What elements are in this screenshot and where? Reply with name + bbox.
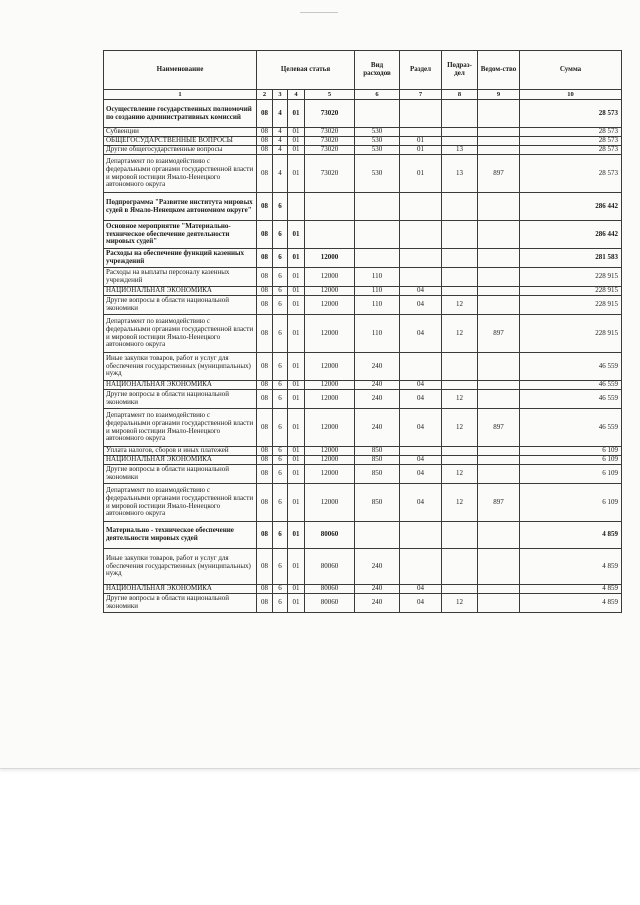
cell-expense-type: 850 (355, 456, 400, 465)
header-subsection: Подраз-дел (442, 51, 478, 90)
cell-code-program: 08 (257, 522, 273, 549)
cell-code-subprogram: 6 (273, 585, 288, 594)
cell-code-subprogram: 6 (273, 296, 288, 315)
cell-section (400, 249, 442, 268)
header-section: Раздел (400, 51, 442, 90)
cell-name: Осуществление государственных полномочий по созданию административных комиссий (104, 100, 257, 128)
cell-code-program: 08 (257, 296, 273, 315)
cell-code-direction: 73020 (305, 146, 355, 155)
cell-code-direction: 12000 (305, 315, 355, 353)
cell-code-event: 01 (288, 296, 305, 315)
scan-mark (300, 12, 338, 13)
cell-sum: 228 915 (520, 287, 622, 296)
cell-name: ОБЩЕГОСУДАРСТВЕННЫЕ ВОПРОСЫ (104, 137, 257, 146)
cell-code-event: 01 (288, 155, 305, 193)
cell-name: Другие вопросы в области национальной экономики (104, 465, 257, 484)
cell-section: 04 (400, 390, 442, 409)
cell-code-direction: 12000 (305, 390, 355, 409)
cell-code-program: 08 (257, 409, 273, 447)
cell-expense-type: 530 (355, 146, 400, 155)
cell-expense-type: 240 (355, 353, 400, 381)
cell-subsection (442, 456, 478, 465)
cell-expense-type: 110 (355, 287, 400, 296)
cell-expense-type: 240 (355, 594, 400, 613)
cell-code-event: 01 (288, 249, 305, 268)
cell-subsection (442, 447, 478, 456)
cell-code-event: 01 (288, 146, 305, 155)
table-row (104, 146, 622, 155)
cell-name: Департамент по взаимодействию с федеральными органами государственной власти и мировой юстиции Ямало-Ненецкого автономного округа (104, 484, 257, 522)
cell-sum: 228 915 (520, 268, 622, 287)
cell-code-direction: 12000 (305, 409, 355, 447)
cell-expense-type: 110 (355, 296, 400, 315)
cell-sum: 6 109 (520, 484, 622, 522)
table-row (104, 100, 622, 128)
cell-expense-type: 240 (355, 409, 400, 447)
table-row (104, 390, 622, 409)
cell-expense-type: 530 (355, 128, 400, 137)
header-sum: Сумма (520, 51, 622, 90)
cell-sum: 4 859 (520, 522, 622, 549)
header-name: Наименование (104, 51, 257, 90)
cell-subsection: 13 (442, 146, 478, 155)
cell-section: 04 (400, 484, 442, 522)
cell-expense-type (355, 221, 400, 249)
cell-code-direction (305, 193, 355, 221)
cell-code-program: 08 (257, 315, 273, 353)
cell-code-subprogram: 6 (273, 249, 288, 268)
cell-code-direction: 12000 (305, 268, 355, 287)
table-row (104, 268, 622, 287)
table-row (104, 315, 622, 353)
cell-expense-type (355, 193, 400, 221)
cell-code-event: 01 (288, 100, 305, 128)
cell-code-direction: 73020 (305, 137, 355, 146)
cell-name: Иные закупки товаров, работ и услуг для обеспечения государственных (муниципальных) нужд (104, 353, 257, 381)
column-number: 8 (442, 90, 478, 100)
column-numbers-row (104, 90, 622, 100)
cell-subsection (442, 268, 478, 287)
cell-section (400, 522, 442, 549)
cell-sum: 4 859 (520, 594, 622, 613)
cell-code-program: 08 (257, 268, 273, 287)
cell-department (478, 296, 520, 315)
cell-code-direction (305, 221, 355, 249)
cell-subsection: 12 (442, 594, 478, 613)
cell-department (478, 456, 520, 465)
cell-subsection: 12 (442, 465, 478, 484)
cell-sum: 6 109 (520, 465, 622, 484)
cell-code-direction: 12000 (305, 287, 355, 296)
cell-department (478, 268, 520, 287)
cell-department (478, 594, 520, 613)
cell-code-subprogram: 6 (273, 315, 288, 353)
cell-section: 04 (400, 315, 442, 353)
cell-code-program: 08 (257, 146, 273, 155)
cell-code-subprogram: 6 (273, 193, 288, 221)
cell-subsection (442, 221, 478, 249)
table-row (104, 465, 622, 484)
cell-code-event: 01 (288, 522, 305, 549)
cell-code-direction: 80060 (305, 522, 355, 549)
cell-department (478, 381, 520, 390)
cell-code-event: 01 (288, 128, 305, 137)
cell-department (478, 249, 520, 268)
cell-sum: 4 859 (520, 549, 622, 585)
cell-expense-type: 850 (355, 484, 400, 522)
cell-subsection (442, 522, 478, 549)
cell-code-event: 01 (288, 381, 305, 390)
cell-code-event: 01 (288, 447, 305, 456)
cell-subsection (442, 100, 478, 128)
cell-section: 04 (400, 409, 442, 447)
cell-code-event: 01 (288, 221, 305, 249)
cell-section: 04 (400, 465, 442, 484)
table-row (104, 447, 622, 456)
cell-code-program: 08 (257, 447, 273, 456)
cell-sum: 228 915 (520, 315, 622, 353)
cell-sum: 28 573 (520, 128, 622, 137)
cell-subsection: 12 (442, 409, 478, 447)
cell-code-event (288, 193, 305, 221)
cell-sum: 6 109 (520, 456, 622, 465)
cell-section: 01 (400, 155, 442, 193)
cell-department (478, 353, 520, 381)
cell-code-direction: 12000 (305, 465, 355, 484)
cell-name: НАЦИОНАЛЬНАЯ ЭКОНОМИКА (104, 287, 257, 296)
cell-department (478, 585, 520, 594)
cell-code-subprogram: 6 (273, 409, 288, 447)
header-row (104, 51, 622, 90)
cell-sum: 4 859 (520, 585, 622, 594)
cell-code-program: 08 (257, 287, 273, 296)
cell-section (400, 193, 442, 221)
cell-subsection: 13 (442, 155, 478, 193)
cell-code-subprogram: 4 (273, 137, 288, 146)
cell-code-event: 01 (288, 465, 305, 484)
cell-section (400, 128, 442, 137)
cell-department (478, 146, 520, 155)
cell-department: 897 (478, 155, 520, 193)
header-expense-type: Вид расходов (355, 51, 400, 90)
cell-code-subprogram: 6 (273, 390, 288, 409)
cell-expense-type: 240 (355, 549, 400, 585)
cell-subsection: 12 (442, 296, 478, 315)
cell-subsection (442, 193, 478, 221)
budget-table (103, 50, 622, 613)
cell-code-event: 01 (288, 456, 305, 465)
cell-sum: 281 583 (520, 249, 622, 268)
cell-subsection (442, 549, 478, 585)
table-row (104, 484, 622, 522)
cell-sum: 46 559 (520, 353, 622, 381)
cell-name: Основное мероприятие "Материально-техническое обеспечение деятельности мировых судей" (104, 221, 257, 249)
cell-name: Подпрограмма "Развитие института мировых судей в Ямало-Ненецком автономном округе" (104, 193, 257, 221)
cell-code-direction: 80060 (305, 549, 355, 585)
cell-code-direction: 12000 (305, 381, 355, 390)
table-row (104, 522, 622, 549)
cell-code-program: 08 (257, 221, 273, 249)
cell-code-program: 08 (257, 193, 273, 221)
cell-name: НАЦИОНАЛЬНАЯ ЭКОНОМИКА (104, 456, 257, 465)
cell-code-program: 08 (257, 465, 273, 484)
table-row (104, 549, 622, 585)
cell-code-subprogram: 4 (273, 100, 288, 128)
cell-subsection (442, 381, 478, 390)
cell-department (478, 100, 520, 128)
cell-department (478, 549, 520, 585)
cell-expense-type: 240 (355, 381, 400, 390)
table-row (104, 249, 622, 268)
cell-department: 897 (478, 315, 520, 353)
cell-section: 04 (400, 287, 442, 296)
cell-department (478, 522, 520, 549)
cell-expense-type: 110 (355, 268, 400, 287)
cell-section: 01 (400, 146, 442, 155)
column-number: 7 (400, 90, 442, 100)
cell-code-direction: 12000 (305, 296, 355, 315)
cell-code-subprogram: 6 (273, 484, 288, 522)
cell-name: Расходы на обеспечение функций казенных учреждений (104, 249, 257, 268)
cell-section (400, 447, 442, 456)
cell-expense-type (355, 522, 400, 549)
cell-name: Материально - техническое обеспечение деятельности мировых судей (104, 522, 257, 549)
cell-subsection (442, 128, 478, 137)
cell-code-subprogram: 6 (273, 594, 288, 613)
cell-department (478, 137, 520, 146)
cell-sum: 28 573 (520, 100, 622, 128)
cell-code-program: 08 (257, 456, 273, 465)
cell-code-program: 08 (257, 100, 273, 128)
cell-code-direction: 73020 (305, 155, 355, 193)
cell-sum: 28 573 (520, 137, 622, 146)
cell-subsection (442, 585, 478, 594)
table-row (104, 381, 622, 390)
table-row (104, 353, 622, 381)
cell-expense-type: 240 (355, 390, 400, 409)
cell-department (478, 447, 520, 456)
table-row (104, 193, 622, 221)
cell-subsection (442, 137, 478, 146)
column-number: 3 (273, 90, 288, 100)
cell-code-direction: 73020 (305, 100, 355, 128)
cell-code-event: 01 (288, 137, 305, 146)
cell-sum: 46 559 (520, 409, 622, 447)
cell-code-program: 08 (257, 390, 273, 409)
cell-department (478, 193, 520, 221)
cell-code-event: 01 (288, 287, 305, 296)
column-number: 6 (355, 90, 400, 100)
cell-section: 01 (400, 137, 442, 146)
cell-code-event: 01 (288, 585, 305, 594)
cell-sum: 286 442 (520, 221, 622, 249)
cell-code-subprogram: 6 (273, 353, 288, 381)
cell-code-subprogram: 6 (273, 465, 288, 484)
cell-code-direction: 73020 (305, 128, 355, 137)
table-row (104, 128, 622, 137)
cell-section: 04 (400, 585, 442, 594)
cell-department (478, 287, 520, 296)
column-number: 2 (257, 90, 273, 100)
cell-code-program: 08 (257, 128, 273, 137)
cell-code-direction: 12000 (305, 249, 355, 268)
table-row (104, 287, 622, 296)
cell-code-direction: 12000 (305, 484, 355, 522)
cell-expense-type: 530 (355, 137, 400, 146)
cell-name: Другие общегосударственные вопросы (104, 146, 257, 155)
cell-subsection: 12 (442, 315, 478, 353)
cell-code-subprogram: 6 (273, 456, 288, 465)
column-number: 5 (305, 90, 355, 100)
cell-section: 04 (400, 381, 442, 390)
cell-code-program: 08 (257, 549, 273, 585)
cell-sum: 46 559 (520, 390, 622, 409)
cell-expense-type: 850 (355, 447, 400, 456)
cell-name: Расходы на выплаты персоналу казенных учреждений (104, 268, 257, 287)
cell-subsection (442, 249, 478, 268)
cell-expense-type: 240 (355, 585, 400, 594)
column-number: 4 (288, 90, 305, 100)
table-row (104, 296, 622, 315)
cell-section (400, 353, 442, 381)
cell-department (478, 465, 520, 484)
cell-sum: 46 559 (520, 381, 622, 390)
header-target-article: Целевая статья (257, 51, 355, 90)
cell-sum: 28 573 (520, 155, 622, 193)
cell-expense-type (355, 100, 400, 128)
cell-name: Департамент по взаимодействию с федеральными органами государственной власти и мировой юстиции Ямало-Ненецкого автономного округа (104, 155, 257, 193)
cell-code-subprogram: 6 (273, 268, 288, 287)
cell-code-program: 08 (257, 155, 273, 193)
table-row (104, 585, 622, 594)
cell-code-program: 08 (257, 249, 273, 268)
cell-sum: 28 573 (520, 146, 622, 155)
cell-code-direction: 80060 (305, 594, 355, 613)
cell-expense-type: 850 (355, 465, 400, 484)
cell-sum: 228 915 (520, 296, 622, 315)
cell-expense-type: 110 (355, 315, 400, 353)
cell-section (400, 221, 442, 249)
table-row (104, 456, 622, 465)
cell-code-event: 01 (288, 409, 305, 447)
cell-code-program: 08 (257, 137, 273, 146)
cell-subsection: 12 (442, 484, 478, 522)
cell-name: НАЦИОНАЛЬНАЯ ЭКОНОМИКА (104, 381, 257, 390)
table-row (104, 409, 622, 447)
cell-code-program: 08 (257, 585, 273, 594)
cell-code-program: 08 (257, 381, 273, 390)
table-row (104, 221, 622, 249)
table-row (104, 594, 622, 613)
cell-code-event: 01 (288, 594, 305, 613)
cell-subsection: 12 (442, 390, 478, 409)
cell-code-subprogram: 6 (273, 522, 288, 549)
cell-department (478, 221, 520, 249)
cell-code-subprogram: 6 (273, 549, 288, 585)
cell-code-event: 01 (288, 390, 305, 409)
cell-code-direction: 12000 (305, 447, 355, 456)
cell-name: Уплата налогов, сборов и иных платежей (104, 447, 257, 456)
cell-code-event: 01 (288, 549, 305, 585)
cell-code-subprogram: 4 (273, 155, 288, 193)
cell-code-subprogram: 6 (273, 221, 288, 249)
cell-code-direction: 12000 (305, 456, 355, 465)
cell-expense-type (355, 249, 400, 268)
column-number: 10 (520, 90, 622, 100)
cell-expense-type: 530 (355, 155, 400, 193)
cell-department (478, 128, 520, 137)
cell-code-event: 01 (288, 484, 305, 522)
cell-subsection (442, 287, 478, 296)
header-department: Ведом-ство (478, 51, 520, 90)
cell-sum: 286 442 (520, 193, 622, 221)
cell-section (400, 268, 442, 287)
cell-code-subprogram: 4 (273, 146, 288, 155)
cell-name: Другие вопросы в области национальной экономики (104, 390, 257, 409)
cell-code-event: 01 (288, 315, 305, 353)
table-body (104, 100, 622, 613)
cell-name: Иные закупки товаров, работ и услуг для обеспечения государственных (муниципальных) нужд (104, 549, 257, 585)
column-number: 1 (104, 90, 257, 100)
cell-department (478, 390, 520, 409)
cell-name: Субвенции (104, 128, 257, 137)
cell-subsection (442, 353, 478, 381)
cell-name: Другие вопросы в области национальной экономики (104, 296, 257, 315)
cell-sum: 6 109 (520, 447, 622, 456)
cell-code-direction: 12000 (305, 353, 355, 381)
cell-code-subprogram: 6 (273, 381, 288, 390)
cell-code-direction: 80060 (305, 585, 355, 594)
table-row (104, 155, 622, 193)
cell-code-program: 08 (257, 353, 273, 381)
cell-code-program: 08 (257, 484, 273, 522)
cell-name: Другие вопросы в области национальной экономики (104, 594, 257, 613)
cell-code-subprogram: 4 (273, 128, 288, 137)
column-number: 9 (478, 90, 520, 100)
cell-code-program: 08 (257, 594, 273, 613)
cell-section (400, 100, 442, 128)
cell-section (400, 549, 442, 585)
cell-name: Департамент по взаимодействию с федеральными органами государственной власти и мировой юстиции Ямало-Ненецкого автономного округа (104, 409, 257, 447)
cell-name: НАЦИОНАЛЬНАЯ ЭКОНОМИКА (104, 585, 257, 594)
cell-department: 897 (478, 484, 520, 522)
cell-code-event: 01 (288, 268, 305, 287)
cell-section: 04 (400, 594, 442, 613)
cell-department: 897 (478, 409, 520, 447)
cell-name: Департамент по взаимодействию с федеральными органами государственной власти и мировой юстиции Ямало-Ненецкого автономного округа (104, 315, 257, 353)
cell-code-subprogram: 6 (273, 447, 288, 456)
cell-code-subprogram: 6 (273, 287, 288, 296)
cell-code-event: 01 (288, 353, 305, 381)
cell-section: 04 (400, 456, 442, 465)
cell-section: 04 (400, 296, 442, 315)
table-row (104, 137, 622, 146)
